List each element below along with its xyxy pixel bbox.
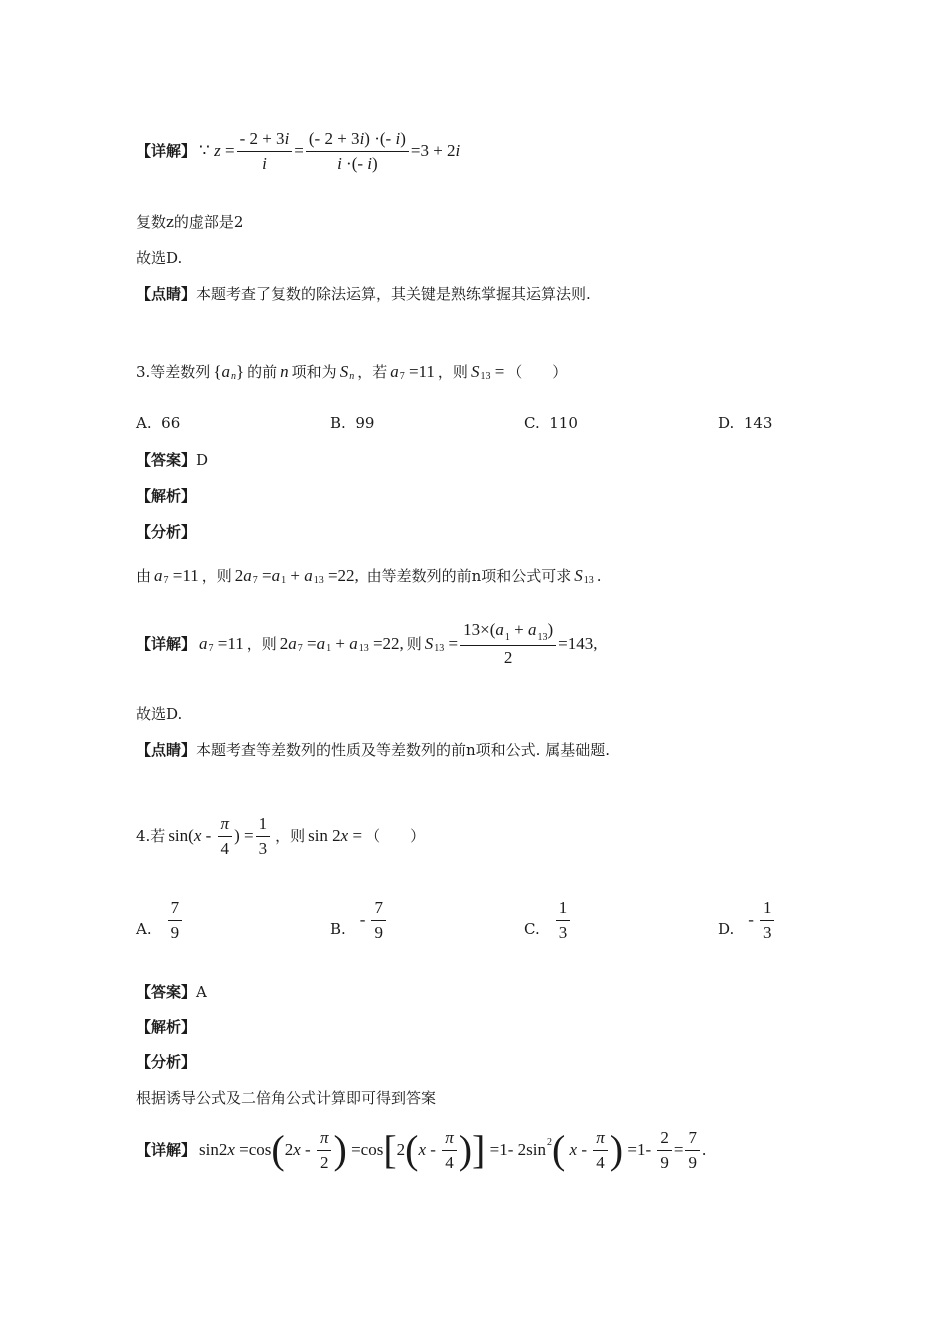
detail-label: 【详解】 [136,635,197,653]
fenxi-mid: ，则 [201,567,232,585]
math-2a7: 2 a 7 = a 1 + a 13 =22, [234,566,359,586]
option-value [748,898,776,943]
option-value [166,898,185,943]
answer-label: 【答案】 [136,451,197,469]
math-a7: a 7 =11 [154,566,199,586]
answer-value: A [196,983,207,1001]
option-label: B. [330,414,346,432]
math-s13: S 13 = [470,362,505,382]
q4-analysis-label: 【解析】 [136,1018,197,1036]
option-value: 143 [743,414,773,432]
q4-option-a[interactable] [136,896,187,944]
q3-stem-mid3: ，若 [357,363,388,381]
option-sign: - [748,910,754,929]
math-a7: a 7 =11 [199,634,244,654]
option-value [554,898,573,943]
option-den: 9 [168,920,183,943]
q3-stem [136,362,567,382]
q4-stem-mid: ，则 [275,827,306,845]
q3-stem-end: （ ） [507,363,568,381]
q3-answer-line [136,450,208,470]
q3-stem-mid1: 的前 [247,363,278,381]
option-label: C. [524,920,540,938]
q2-detail-line [136,128,463,174]
q3-detail-line [136,620,601,668]
math-sin-condition: sin( x - $\frac{\pi}{4}$ ) = $\frac{1}{3}$ [168,814,272,859]
math-an: { a n } [213,362,245,382]
option-den: 9 [371,920,386,943]
math-a7: a 7 =11 [390,362,435,382]
q2-comment-line [136,284,591,304]
detail-label: 【详解】 [136,1141,197,1159]
fenxi-prefix: 由 [136,567,152,585]
q2-imag-line: 复数z的虚部是2 [136,213,244,231]
comment-text: 本题考查等差数列的性质及等差数列的前n项和公式. 属基础题. [196,741,610,759]
math-n: n [280,362,289,381]
option-sign: - [359,910,366,929]
fenxi-period: . [596,567,602,585]
q3-analysis-label: 【解析】 [136,487,197,505]
detail-label: 【详解】 [136,142,197,160]
option-den: 3 [760,920,775,943]
math-s13: S 13 [574,566,594,586]
q4-option-c[interactable] [524,896,575,944]
math-s13-formula: S 13 = $\frac{13\times(a_1 + a_{13})}{2}$ =143, [424,620,598,667]
q3-fenxi-line [136,566,602,586]
option-value [360,898,388,943]
math-sn: S n [339,362,355,382]
answer-value: D [196,451,209,469]
q3-option-c[interactable] [524,414,578,432]
q4-fenxi-text: 根据诱导公式及二倍角公式计算即可得到答案 [136,1089,437,1107]
option-value: 66 [161,414,181,432]
comment-text: 本题考查了复数的除法运算，其关键是熟练掌握其运算法则. [196,285,591,303]
q3-choice-line: 故选D. [136,705,183,723]
answer-label: 【答案】 [136,983,197,1001]
q3-fenxi-label: 【分析】 [136,523,197,541]
q4-stem [136,812,425,860]
option-den: 3 [556,920,571,943]
comment-label: 【点睛】 [136,741,197,759]
option-num: 7 [374,897,383,917]
q3-stem-prefix: 3.等差数列 [136,363,211,381]
math-sin2x: sin 2 x = [308,826,363,845]
option-label: A. [136,920,152,938]
q4-detail-line [136,1124,709,1176]
q4-stem-end: （ ） [365,827,426,845]
q2-formula: ∵ z = $\frac{- 2 + 3i}{i}$ = $\frac{(- 2 + 3i) \cdot(- i)}{i \cdot(- i)}$ =3 + 2 i [199,128,461,173]
option-label: B. [330,920,346,938]
option-value: 110 [549,414,578,432]
option-label: C. [524,414,540,432]
q2-choice-line: 故选D. [136,249,183,267]
option-num: 1 [558,897,568,917]
q4-answer-line [136,982,207,1002]
option-label: D. [718,414,735,432]
option-num: 7 [170,897,180,917]
q4-stem-prefix: 4.若 [136,827,166,845]
option-label: D. [718,920,735,938]
q3-comment-line [136,740,610,760]
comment-label: 【点睛】 [136,285,197,303]
q3-option-a[interactable] [136,414,180,432]
math-q4-derivation: sin2 x =cos ( 2 x - $\frac{\pi}{2}$ ) =cos [ 2 ( x - $\frac{\pi}{4}$ ) ] =1- 2sin 2 ( x - $\frac{\pi}{4}$ ) =1- $\frac{2}{9}$ = $\frac{7}{9}$ . [199,1127,707,1172]
detail-mid2: 则 [406,635,422,653]
option-value: 99 [355,414,375,432]
option-label: A. [136,414,152,432]
q3-stem-mid2: 项和为 [291,363,337,381]
fenxi-end: 由等差数列的前n项和公式可求 [366,567,572,585]
q4-option-d[interactable] [718,896,779,944]
q3-stem-mid4: ，则 [437,363,468,381]
detail-mid: ，则 [246,635,277,653]
q4-option-b[interactable] [330,896,391,944]
math-2a7: 2 a 7 = a 1 + a 13 =22, [279,634,404,654]
q4-fenxi-label: 【分析】 [136,1053,197,1071]
q3-option-d[interactable] [718,414,772,432]
option-num: 1 [762,897,772,917]
q3-option-b[interactable] [330,414,374,432]
